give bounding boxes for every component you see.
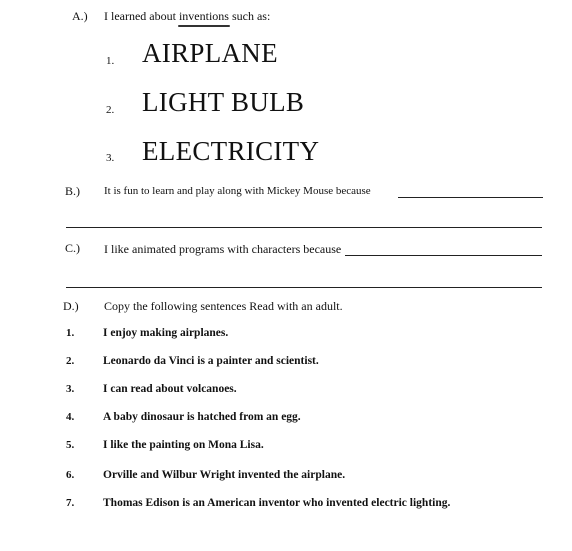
section-b-prompt: It is fun to learn and play along with Mickey Mouse because	[104, 185, 371, 197]
sentence-number: 6.	[66, 469, 75, 481]
sentence: A baby dinosaur is hatched from an egg.	[103, 411, 301, 423]
sentence: I like the painting on Mona Lisa.	[103, 439, 264, 451]
item-number: 3.	[106, 152, 115, 164]
section-d-label: D.)	[63, 299, 79, 313]
sentence: Orville and Wilbur Wright invented the airplane.	[103, 469, 346, 481]
sentence-number: 3.	[66, 383, 75, 395]
sentence: Thomas Edison is an American inventor who invented electric lighting.	[103, 497, 451, 509]
sentence: I can read about volcanoes.	[103, 383, 237, 395]
sentence-number: 4.	[66, 411, 75, 423]
sentence-number: 1.	[66, 327, 75, 339]
item-electricity: ELECTRICITY	[142, 136, 320, 166]
section-c-prompt: I like animated programs with characters because	[104, 242, 342, 256]
item-airplane: AIRPLANE	[142, 38, 278, 68]
sentence-number: 2.	[66, 355, 75, 367]
item-light-bulb: LIGHT BULB	[142, 87, 305, 117]
inventions-word: inventions	[178, 9, 229, 23]
answer-line-b2[interactable]	[66, 227, 542, 228]
item-number: 1.	[106, 55, 115, 67]
section-a-label: A.)	[72, 9, 88, 23]
answer-line-c1[interactable]	[345, 255, 542, 256]
section-a-intro	[104, 9, 270, 24]
answer-line-c2[interactable]	[66, 287, 542, 288]
sentence: Leonardo da Vinci is a painter and scientist.	[103, 355, 319, 367]
section-a-intro-before: I learned about	[104, 9, 179, 23]
sentence: I enjoy making airplanes.	[103, 327, 229, 339]
section-c-label: C.)	[65, 241, 80, 255]
sentence-number: 5.	[66, 439, 75, 451]
section-b-label: B.)	[65, 184, 80, 198]
item-number: 2.	[106, 104, 115, 116]
sentence-number: 7.	[66, 497, 75, 509]
answer-line-b1[interactable]	[398, 197, 543, 198]
section-d-instructions: Copy the following sentences Read with an adult.	[104, 299, 343, 313]
section-a-intro-after: such as:	[228, 9, 271, 23]
